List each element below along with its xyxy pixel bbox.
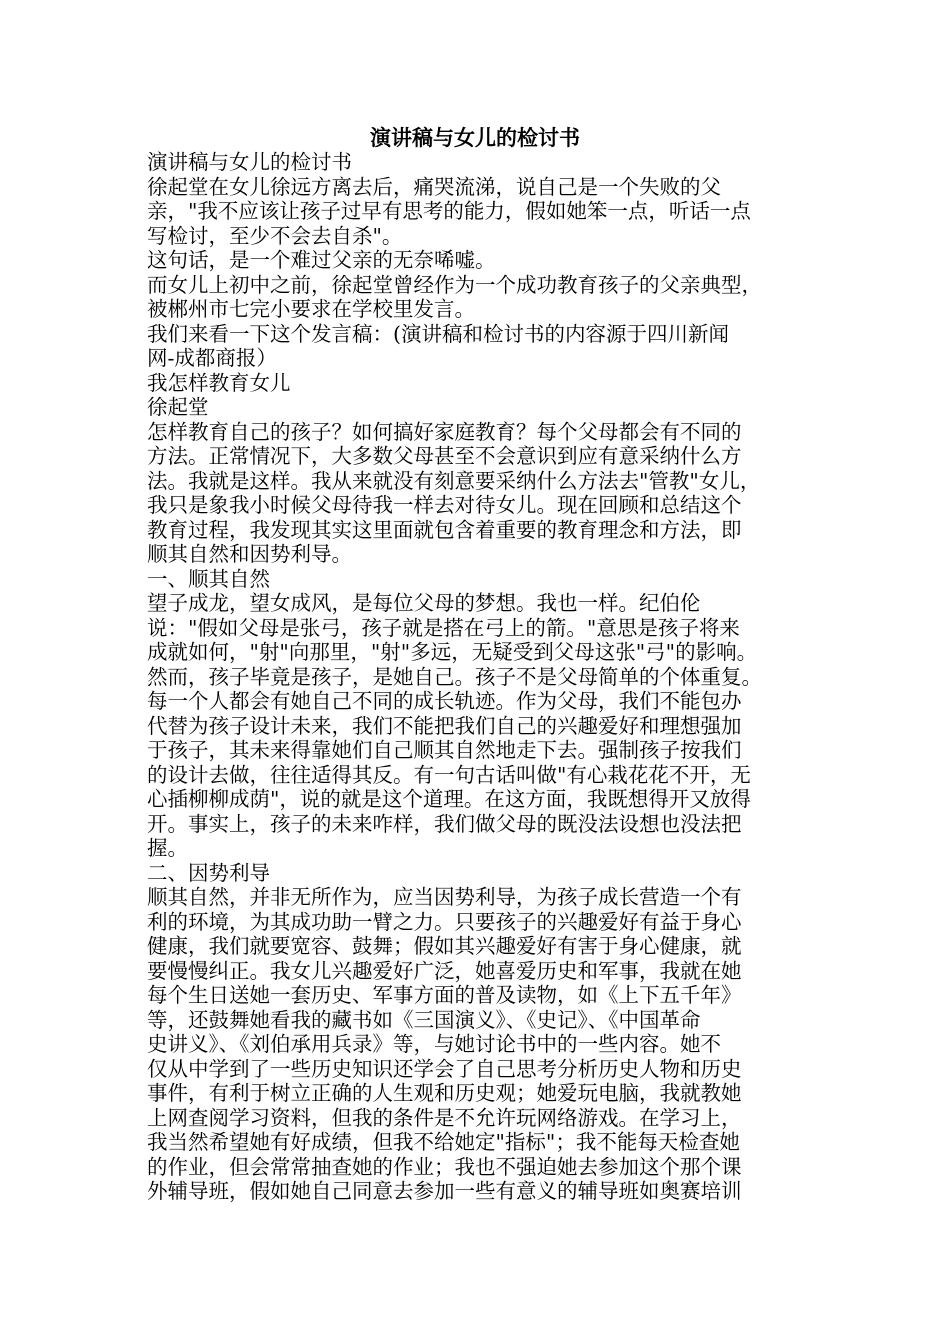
body-line: 然而，孩子毕竟是孩子，是她自己。孩子不是父母简单的个体重复。 [147,664,762,689]
document-title: 演讲稿与女儿的检讨书 [370,125,580,150]
body-line: 要慢慢纠正。我女儿兴趣爱好广泛，她喜爱历史和军事，我就在她 [147,958,742,983]
body-line: 每个生日送她一套历史、军事方面的普及读物，如《上下五千年》 [147,983,742,1007]
body-line: 健康，我们就要宽容、鼓舞；假如其兴趣爱好有害于身心健康，就 [147,934,742,958]
body-line: 我们来看一下这个发言稿：(演讲稿和检讨书的内容源于四川新闻 [147,321,729,346]
body-line: 二、因势利导 [147,860,270,885]
body-line: 望子成龙，望女成风，是每位父母的梦想。我也一样。纪伯伦 [147,591,701,615]
body-line: 徐起堂在女儿徐远方离去后，痛哭流涕，说自己是一个失败的父 [147,174,721,199]
body-line: 利的环境，为其成功助一臂之力。只要孩子的兴趣爱好有益于身心 [147,909,742,934]
body-line: 教育过程，我发现其实这里面就包含着重要的教育理念和方法，即 [147,517,742,542]
body-line: 我当然希望她有好成绩，但我不给她定"指标"；我不能每天检查她 [147,1130,740,1154]
body-line: 这句话，是一个难过父亲的无奈唏嘘。 [147,248,496,272]
body-line: 顺其自然和因势利导。 [147,542,352,566]
body-line: 外辅导班，假如她自己同意去参加一些有意义的辅导班如奥赛培训 [147,1179,742,1203]
body-line: 于孩子，其未来得靠她们自己顺其自然地走下去。强制孩子按我们 [147,738,742,762]
body-line: 成就如何，"射"向那里，"射"多远，无疑受到父母这张"弓"的影响。 [147,640,758,664]
body-line: 我只是象我小时候父母待我一样去对待女儿。现在回顾和总结这个 [147,493,742,517]
body-line: 每一个人都会有她自己不同的成长轨迹。作为父母，我们不能包办 [147,689,742,713]
body-line: 仅从中学到了一些历史知识还学会了自己思考分析历史人物和历史 [147,1056,742,1081]
body-line: 上网查阅学习资料，但我的条件是不允许玩网络游戏。在学习上， [147,1105,742,1130]
body-line: 开。事实上，孩子的未来咋样，我们做父母的既没法设想也没法把 [147,811,742,836]
body-line: 方法。正常情况下，大多数父母甚至不会意识到应有意采纳什么方 [147,444,742,468]
body-line: 说："假如父母是张弓，孩子就是搭在弓上的箭。"意思是孩子将来 [147,615,740,640]
body-line: 写检讨，至少不会去自杀"。 [147,223,403,248]
body-line: 一、顺其自然 [147,566,270,591]
body-line: 亲，"我不应该让孩子过早有思考的能力，假如她笨一点，听话一点 [147,199,751,223]
body-line: 我怎样教育女儿 [147,370,291,395]
body-line: 史讲义》、《刘伯承用兵录》等，与她讨论书中的一些内容。她不 [147,1032,721,1056]
document-body [147,150,813,1204]
body-line: 的设计去做，往往适得其反。有一句古话叫做"有心栽花花不开，无 [147,762,751,787]
body-line: 而女儿上初中之前，徐起堂曾经作为一个成功教育孩子的父亲典型， [147,272,762,297]
body-line: 握。 [147,836,188,860]
body-line: 顺其自然，并非无所作为，应当因势利导，为孩子成长营造一个有 [147,885,742,909]
body-line: 被郴州市七完小要求在学校里发言。 [147,297,475,321]
body-line: 网-成都商报） [147,346,277,370]
body-line: 的作业，但会常常抽查她的作业；我也不强迫她去参加这个那个课 [147,1154,742,1179]
body-line: 事件，有利于树立正确的人生观和历史观；她爱玩电脑，我就教她 [147,1081,742,1105]
body-line: 演讲稿与女儿的检讨书 [147,150,352,174]
body-line: 怎样教育自己的孩子？如何搞好家庭教育？每个父母都会有不同的 [147,419,742,444]
body-line: 法。我就是这样。我从来就没有刻意要采纳什么方法去"管教"女儿， [147,468,761,493]
body-line: 代替为孩子设计未来，我们不能把我们自己的兴趣爱好和理想强加 [147,713,742,738]
body-line: 心插柳柳成荫"，说的就是这个道理。在这方面，我既想得开又放得 [147,787,751,811]
body-line: 等，还鼓舞她看我的藏书如《三国演义》、《史记》、《中国革命 [147,1007,701,1032]
body-line: 徐起堂 [147,395,209,419]
